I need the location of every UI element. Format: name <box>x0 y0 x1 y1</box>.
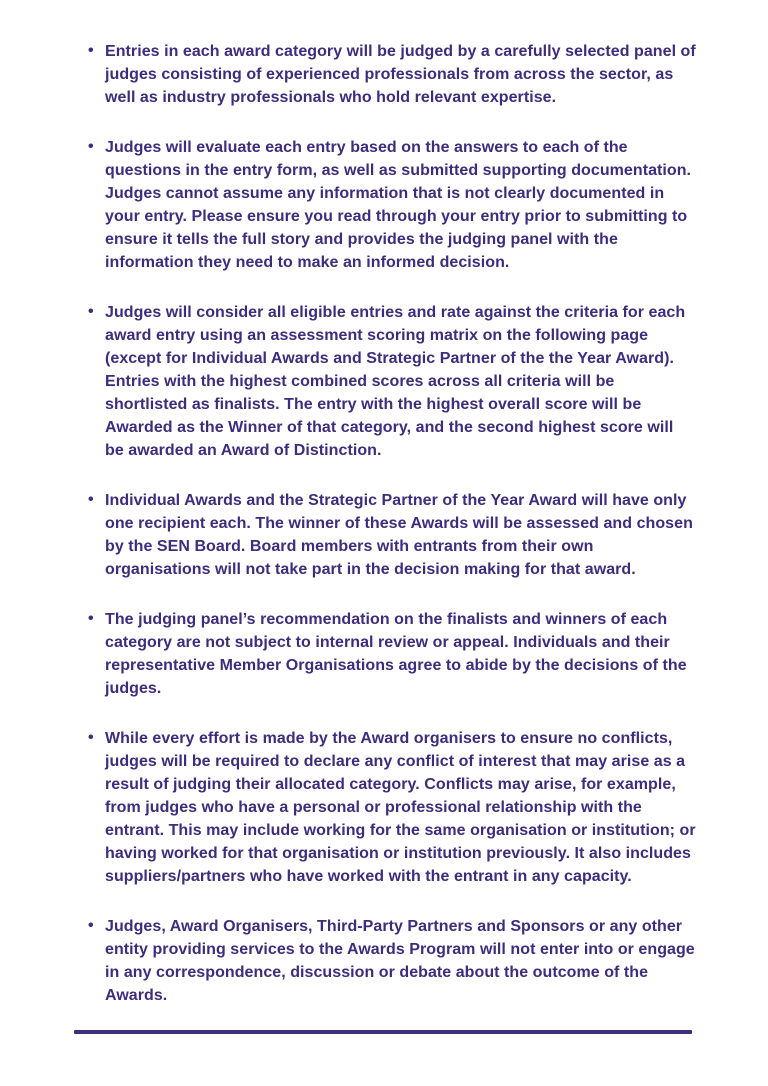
page-content <box>88 40 696 1007</box>
list-item <box>88 727 696 888</box>
bullet-text: Judges, Award Organisers, Third-Party Partners and Sponsors or any other entity providing services to the Awards Program will not enter into or engage in any correspondence, discussion or debate about the outcome of the Awards. <box>105 918 695 1004</box>
list-item <box>88 301 696 462</box>
bullet-icon: • <box>88 303 94 320</box>
list-item <box>88 136 696 274</box>
bullet-icon: • <box>88 610 94 627</box>
bullet-text: The judging panel’s recommendation on the finalists and winners of each category are not subject to internal review or appeal. Individuals and their representative Member Organisations agree to abide by the decisions of the judges. <box>105 611 687 697</box>
bullet-list <box>88 40 696 1007</box>
bullet-text: Judges will evaluate each entry based on the answers to each of the questions in the entry form, as well as submitted supporting documentation. Judges cannot assume any information that is not clearly documented in your entry. Please ensure you read through your entry prior to submitting to ensure it tells the full story and provides the judging panel with the information they need to make an informed decision. <box>105 139 692 271</box>
bullet-text: While every effort is made by the Award organisers to ensure no conflicts, judges will be required to declare any conflict of interest that may arise as a result of judging their allocated category. Conflicts may arise, for example, from judges who have a personal or professional relationship with the entrant. This may include working for the same organisation or institution; or having worked for that organisation or institution previously. It also includes suppliers/partners who have worked with the entrant in any capacity. <box>105 730 696 885</box>
bullet-icon: • <box>88 138 94 155</box>
list-item <box>88 489 696 581</box>
list-item <box>88 608 696 700</box>
list-item <box>88 40 696 109</box>
footer-divider <box>74 1030 692 1034</box>
bullet-text: Individual Awards and the Strategic Partner of the Year Award will have only one recipient each. The winner of these Awards will be assessed and chosen by the SEN Board. Board members with entrants from their own organisations will not take part in the decision making for that award. <box>105 492 693 578</box>
bullet-text: Judges will consider all eligible entries and rate against the criteria for each award entry using an assessment scoring matrix on the following page (except for Individual Awards and Strategic Partner of the the Year Award). Entries with the highest combined scores across all criteria will be shortlisted as finalists. The entry with the highest overall score will be Awarded as the Winner of that category, and the second highest score will be awarded an Award of Distinction. <box>105 304 686 459</box>
bullet-icon: • <box>88 917 94 934</box>
list-item <box>88 915 696 1007</box>
bullet-text: Entries in each award category will be judged by a carefully selected panel of judges consisting of experienced professionals from across the sector, as well as industry professionals who hold relevant expertise. <box>105 43 696 106</box>
bullet-icon: • <box>88 729 94 746</box>
bullet-icon: • <box>88 42 94 59</box>
bullet-icon: • <box>88 491 94 508</box>
